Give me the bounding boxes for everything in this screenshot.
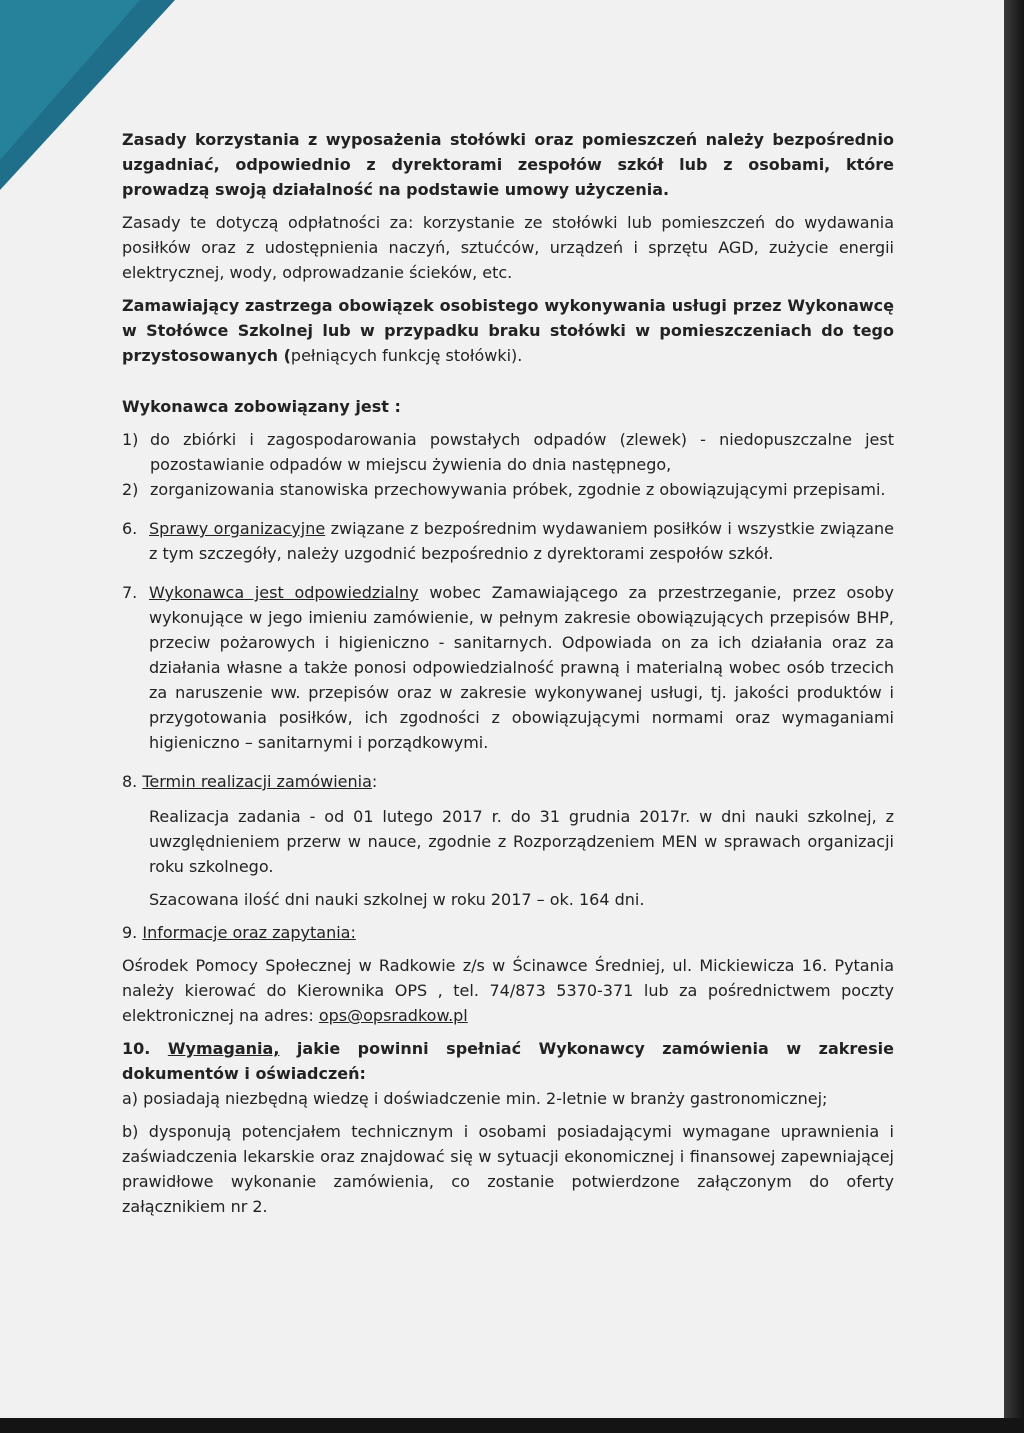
section-9-text: [122, 953, 894, 1028]
folded-corner-highlight: [0, 0, 140, 160]
section-9: [122, 920, 894, 1028]
contact-email-link[interactable]: ops@opsradkow.pl: [318, 1006, 468, 1025]
section-10-heading-rest: jakie powinni spełniać Wykonawcy zamówienia w zakresie dokumentów i oświadczeń:: [122, 1039, 894, 1083]
para-personal-service-rest: pełniących funkcję stołówki).: [290, 346, 523, 365]
para-personal-service-bold: Zamawiający zastrzega obowiązek osobistego wykonywania usługi przez Wykonawcę w Stołówce Szkolnej lub w przypadku braku stołówki w pomieszczeniach do tego przystosowanych (: [122, 296, 894, 365]
section-8-body: [122, 804, 894, 912]
section-8-days: Szacowana ilość dni nauki szkolnej w roku 2017 – ok. 164 dni.: [149, 890, 645, 909]
section-6: [122, 516, 894, 566]
list-item-number: 1): [122, 430, 139, 449]
section-9-heading: [122, 920, 894, 945]
para-equipment-rules: Zasady korzystania z wyposażenia stołówki oraz pomieszczeń należy bezpośrednio uzgadniać, odpowiednio z dyrektorami zespołów szkół lub z osobami, które prowadzą swoją działalność na podstawie umowy użyczenia.: [122, 130, 894, 199]
section-6-body: związane z bezpośrednim wydawaniem posiłków i wszystkie związane z tym szczegóły, należy uzgodnić bezpośrednio z dyrektorami zespołów szkół.: [149, 519, 894, 563]
para-fees: Zasady te dotyczą odpłatności za: korzystanie ze stołówki lub pomieszczeń do wydawania posiłków oraz z udostępnienia naczyń, sztućców, urządzeń i sprzętu AGD, zużycie energii elektrycznej, wody, odprowadzanie ścieków, etc.: [122, 213, 894, 282]
scan-border-bottom: [0, 1418, 1024, 1433]
section-7: [122, 580, 894, 755]
list-item-text: do zbiórki i zagospodarowania powstałych odpadów (zlewek) - niedopuszczalne jest pozostawianie odpadów w miejscu żywienia do dnia następnego,: [150, 430, 894, 474]
section-9-title: Informacje oraz zapytania:: [142, 923, 356, 942]
section-9-body: Ośrodek Pomocy Społecznej w Radkowie z/s w Ścinawce Średniej, ul. Mickiewicza 16. Pytania należy kierować do Kierownika OPS , tel. 74/873 5370-371 lub za pośrednictwem poczty elektronicznej na adres:: [122, 956, 894, 1025]
section-8-title: Termin realizacji zamówienia: [142, 772, 372, 791]
para-personal-service: [122, 293, 894, 368]
section-7-body: wobec Zamawiającego za przestrzeganie, przez osoby wykonujące w jego imieniu zamówienie, w pełnym zakresie obowiązujących przepisów BHP, przeciw pożarowych i higieniczno - sanitarnych. Odpowiada on za ich działania oraz za działania własne a także ponosi odpowiedzialność prawną i materialną wobec osób trzecich za naruszenie ww. przepisów oraz w zakresie wykonywanej usługi, tj. jakości produktów i przygotowania posiłków, ich zgodności z obowiązującymi normami oraz wymaganiami higieniczno – sanitarnymi i porządkowymi.: [149, 583, 894, 752]
section-number: 8.: [122, 772, 138, 791]
section-8-heading: [122, 769, 894, 794]
list-item-text: zorganizowania stanowiska przechowywania próbek, zgodnie z obowiązującymi przepisami.: [150, 480, 886, 499]
section-7-text: [149, 580, 894, 755]
section-number: 6.: [122, 519, 138, 538]
section-10: [122, 1036, 894, 1219]
list-item-number: 2): [122, 480, 139, 499]
section-6-text: [149, 516, 894, 566]
scan-border-right: [1004, 0, 1024, 1433]
section-8: [122, 769, 894, 912]
list-item: [122, 477, 894, 502]
requirement-b: b) dysponują potencjałem technicznym i osobami posiadającymi wymagane uprawnienia i zaświadczenia lekarskie oraz znajdować się w sytuacji ekonomicznej i finansowej zapewniającej prawidłowe wykonanie zamówienia, co zostanie potwierdzone załączonym do oferty załącznikiem nr 2.: [122, 1122, 894, 1216]
section-6-title: Sprawy organizacyjne: [149, 519, 326, 538]
section-number: 9.: [122, 923, 138, 942]
document-body: [122, 127, 894, 1219]
obligations-list: [122, 427, 894, 502]
obligations-heading: Wykonawca zobowiązany jest :: [122, 397, 401, 416]
section-7-title: Wykonawca jest odpowiedzialny: [149, 583, 419, 602]
section-8-period: Realizacja zadania - od 01 lutego 2017 r. do 31 grudnia 2017r. w dni nauki szkolnej, z uwzględnieniem przerw w nauce, zgodnie z Rozporządzeniem MEN w sprawach organizacji roku szkolnego.: [149, 807, 894, 876]
section-number: 7.: [122, 583, 138, 602]
section-10-title: Wymagania,: [167, 1039, 280, 1058]
section-10-heading: [122, 1036, 894, 1086]
requirement-a: a) posiadają niezbędną wiedzę i doświadczenie min. 2-letnie w branży gastronomicznej;: [122, 1089, 828, 1108]
section-number: 10.: [122, 1039, 151, 1058]
list-item: [122, 427, 894, 477]
section-8-colon: :: [371, 772, 378, 791]
